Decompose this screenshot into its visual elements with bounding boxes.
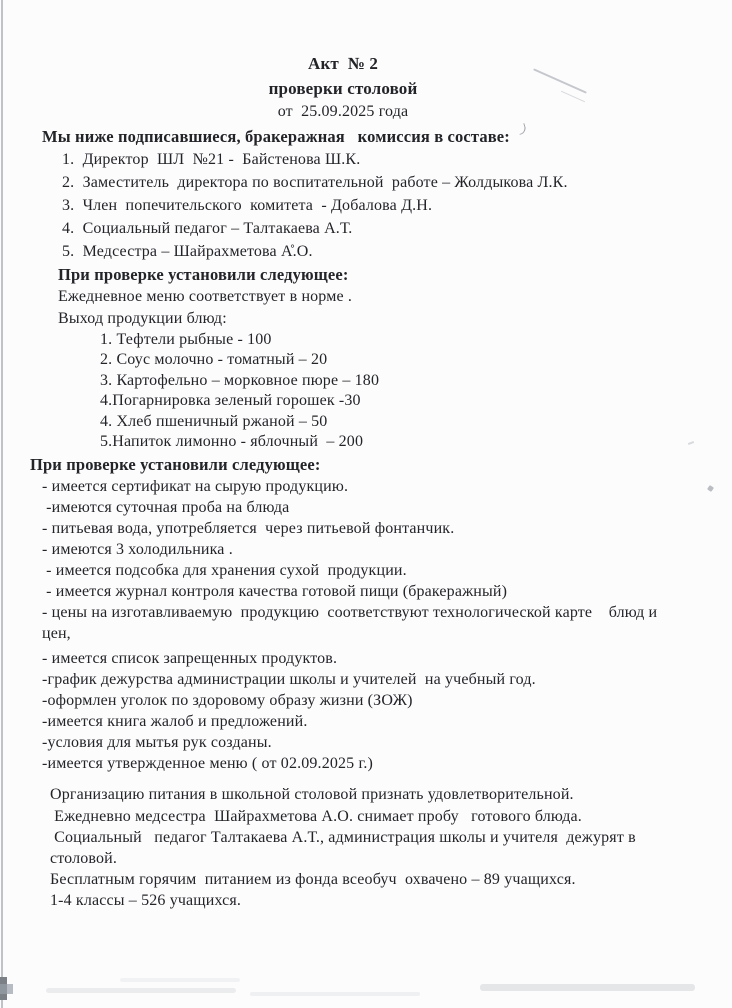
finding-item-8: - имеется список запрещенных продуктов.	[42, 650, 338, 668]
dish-item-6: 5.Напиток лимонно - яблочный – 200	[100, 433, 364, 451]
finding-item-10: -оформлен уголок по здоровому образу жизни (ЗОЖ)	[42, 692, 413, 710]
finding-item-3: - питьевая вода, употребляется через питьевой фонтанчик.	[42, 520, 455, 538]
finding-item-6: - имеется журнал контроля качества готовой пищи (бракеражный)	[42, 583, 508, 601]
finding-item-5: - имеется подсобка для хранения сухой продукции.	[42, 562, 407, 580]
conclusion-line-4: Бесплатным горячим питанием из фонда всеобуч охвачено – 89 учащихся.	[50, 871, 576, 889]
conclusion-line-1: Организацию питания в школьной столовой признать удовлетворительной.	[50, 786, 574, 804]
doc-title: Акт № 2	[308, 54, 378, 73]
dish-item-4: 4.Погарнировка зеленый горошек -30	[100, 392, 361, 410]
finding-item-1: - имеется сертификат на сырую продукцию.	[42, 478, 349, 496]
menu-section-heading: При проверке установили следующее:	[58, 265, 349, 284]
commission-member-1: 1. Директор ШЛ №21 - Байстенова Ш.К.	[62, 151, 361, 168]
commission-member-5: 5. Медсестра – Шайрахметова А̊.О.	[62, 243, 313, 260]
intro-heading: Мы ниже подписавшиеся, бракеражная комиссия в составе:	[42, 127, 510, 146]
commission-member-3: 3. Член попечительского комитета - Добалова Д.Н.	[62, 197, 433, 214]
paragraph-spacer	[42, 774, 692, 784]
conclusion-line-3-wrap: столовой.	[50, 850, 118, 868]
menu-status-line: Ежедневное меню соответствует в норме .	[58, 288, 353, 305]
conclusion-line-5: 1-4 классы – 526 учащихся.	[50, 892, 242, 910]
finding-item-2: -имеются суточная проба на блюда	[42, 499, 290, 517]
finding-item-12: -условия для мытья рук созданы.	[42, 734, 272, 752]
finding-item-7-wrap: цен,	[42, 625, 71, 643]
conclusion-line-3: Социальный педагог Талтакаева А.Т., администрация школы и учителя дежурят в	[50, 828, 636, 846]
findings-heading: При проверке установили следующее:	[30, 455, 321, 475]
doc-date: от 25.09.2025 года	[277, 103, 409, 120]
finding-item-11: -имеется книга жалоб и предложений.	[42, 713, 308, 731]
dish-item-2: 2. Соус молочно - томатный – 20	[100, 351, 328, 369]
dish-item-3: 3. Картофельно – морковное пюре – 180	[100, 371, 380, 389]
commission-member-4: 4. Социальный педагог – Талтакаева А.Т.	[62, 220, 353, 237]
finding-item-7: - цены на изготавливаемую продукцию соответствуют технологической карте блюд и	[42, 604, 658, 622]
dish-item-1: 1. Тефтели рыбные - 100	[100, 331, 272, 348]
commission-member-2: 2. Заместитель директора по воспитательной работе – Жолдыкова Л.К.	[62, 174, 568, 191]
finding-item-13: -имеется утвержденное меню ( от 02.09.2025 г.)	[42, 755, 373, 773]
finding-item-9: -график дежурства администрации школы и учителей на учебный год.	[42, 671, 536, 689]
dish-item-5: 4. Хлеб пшеничный ржаной – 50	[100, 412, 328, 430]
finding-item-4: - имеются 3 холодильника .	[42, 541, 233, 559]
menu-output-heading: Выход продукции блюд:	[58, 310, 227, 327]
conclusion-line-2: Ежедневно медсестра Шайрахметова А.О. снимает пробу готового блюда.	[50, 807, 582, 825]
doc-subtitle: проверки столовой	[268, 79, 418, 98]
